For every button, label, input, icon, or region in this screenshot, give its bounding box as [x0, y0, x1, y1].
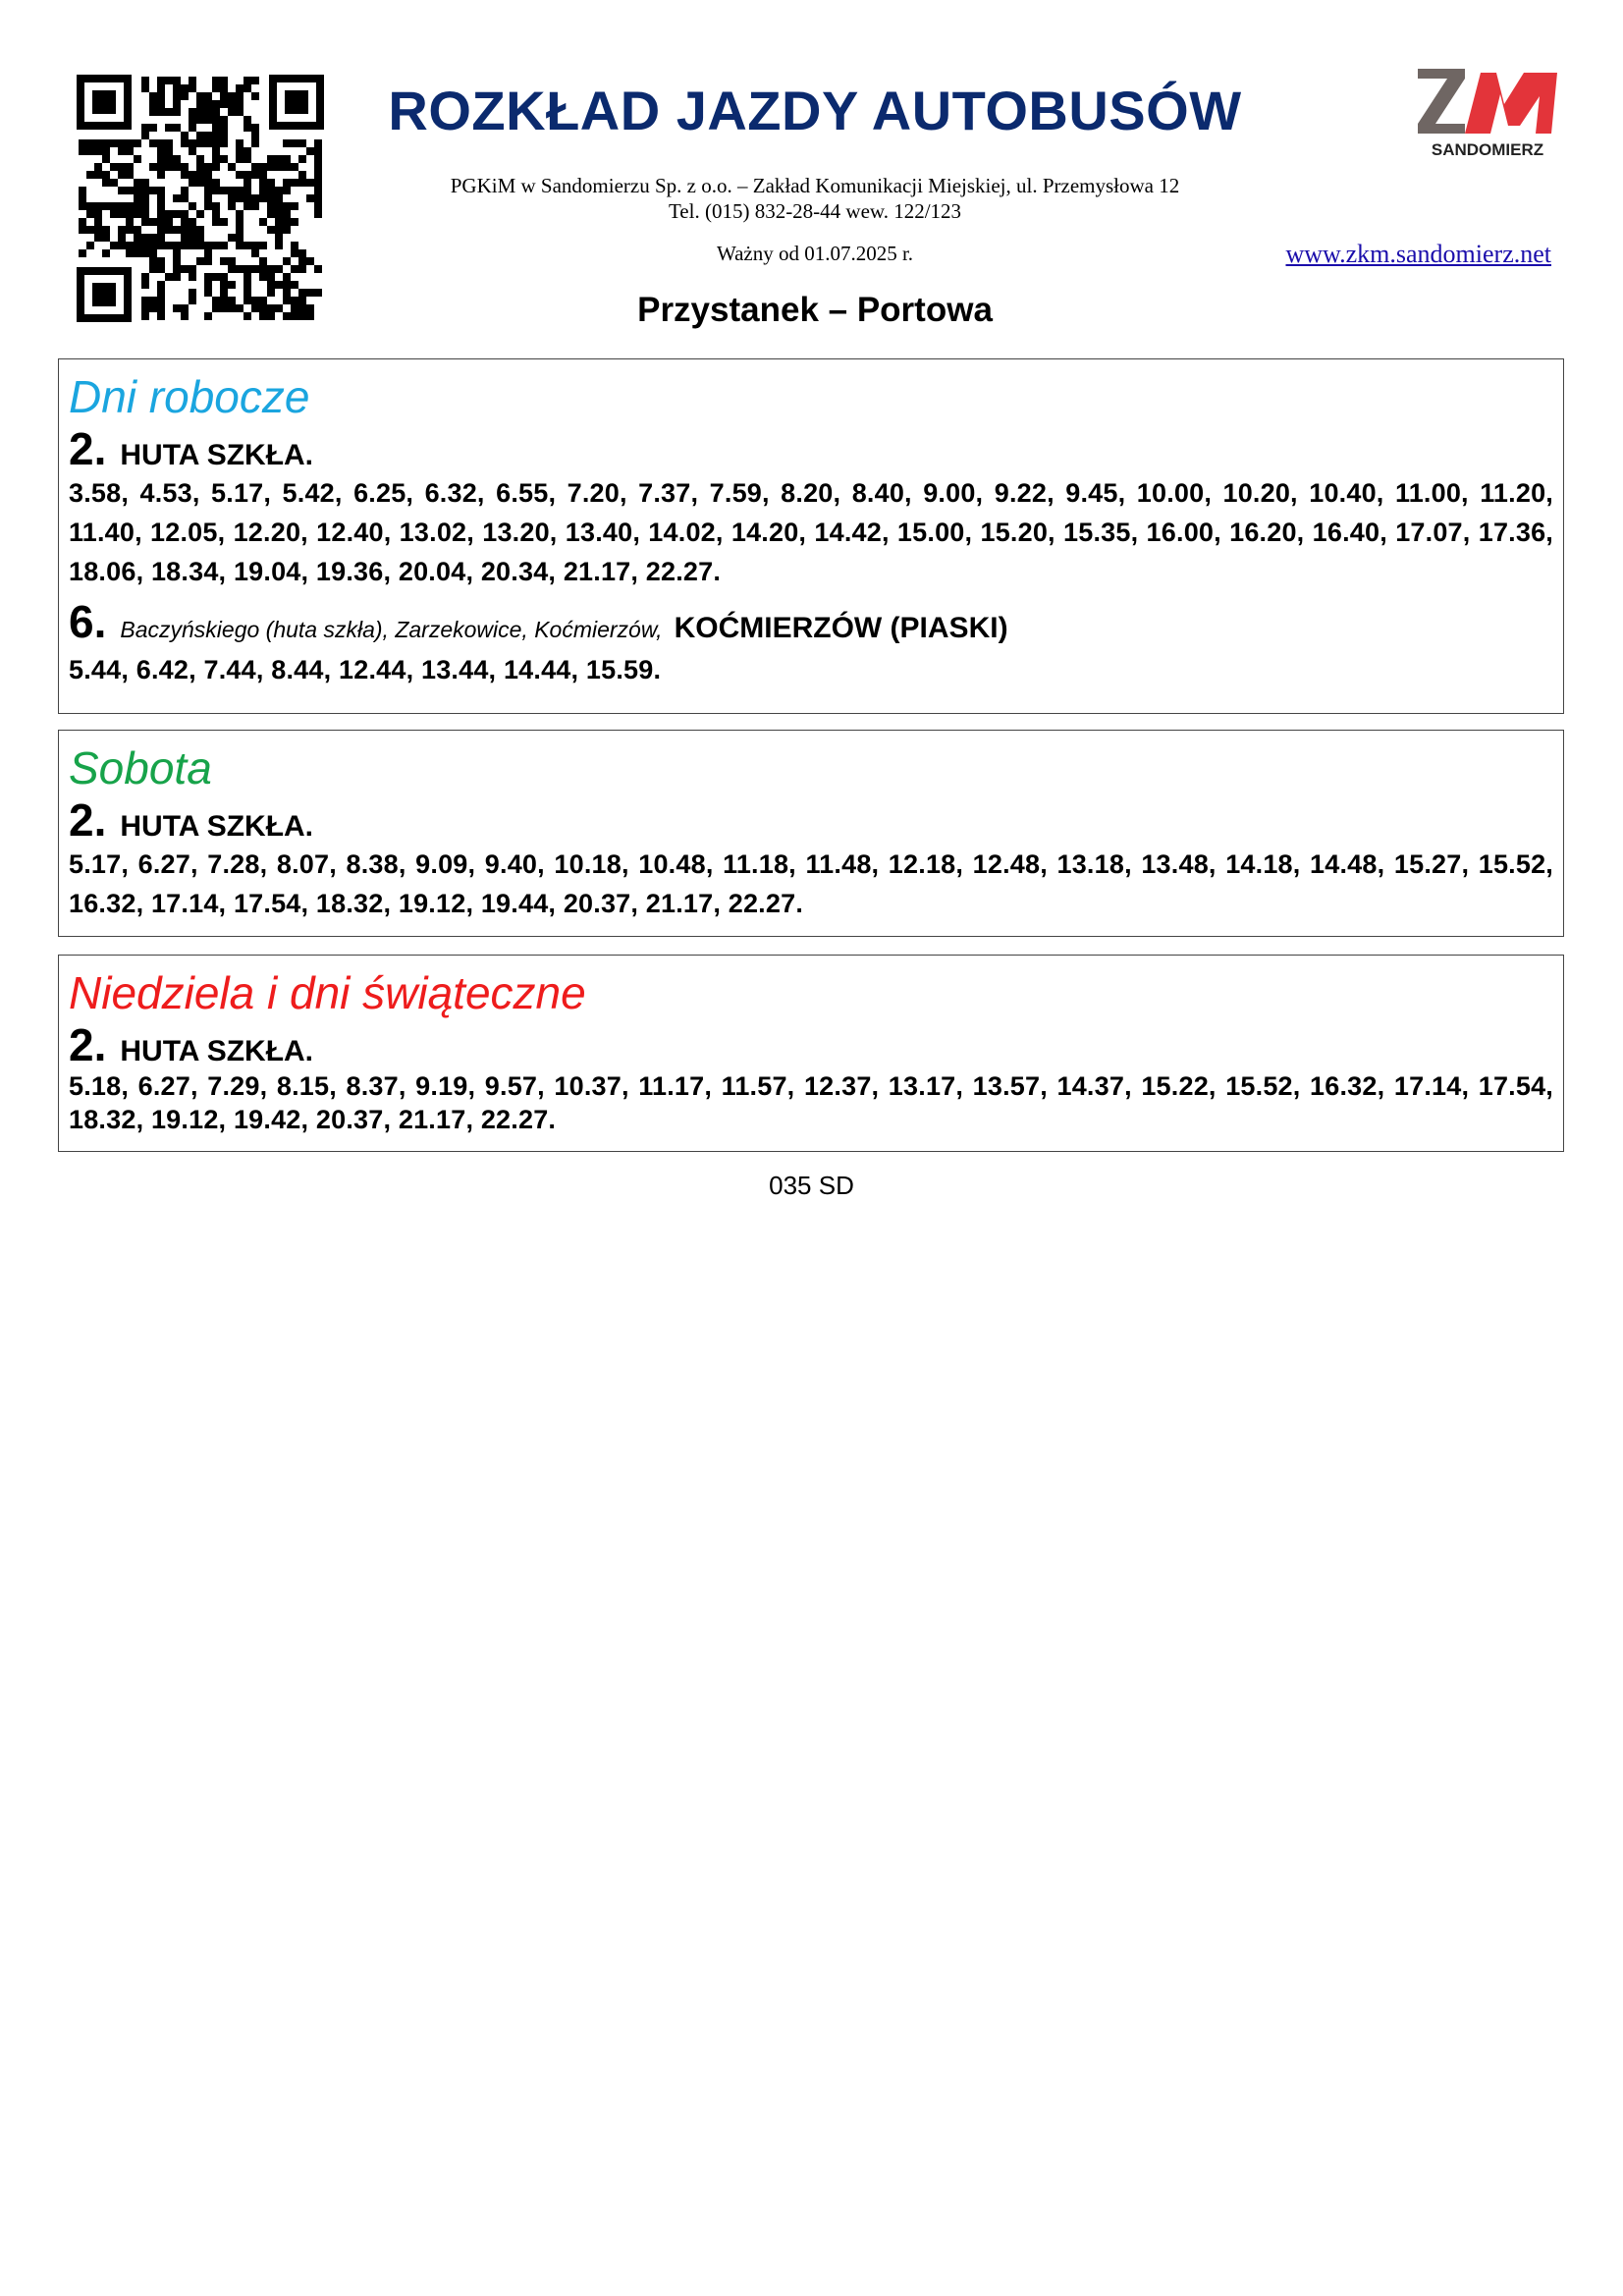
stop-name: Przystanek – Portowa: [637, 291, 993, 329]
route-2-times: 5.17, 6.27, 7.28, 8.07, 8.38, 9.09, 9.40, 10.18, 10.48, 11.18, 11.48, 12.18, 12.48, 13.18, 13.48, 14.18, 14.48, 15.27, 15.52, 16.32, 17.14, 17.54, 18.32, 19.12, 19.44, 20.37, 21.17, 22.27.: [69, 849, 1553, 918]
route-2-times: 3.58, 4.53, 5.17, 5.42, 6.25, 6.32, 6.55, 7.20, 7.37, 7.59, 8.20, 8.40, 9.00, 9.22, 9.45, 10.00, 10.20, 10.40, 11.00, 11.20, 11.40, 12.05, 12.20, 12.40, 13.02, 13.20, 13.40, 14.02, 14.20, 14.42, 15.00, 15.20, 15.35, 16.00, 16.20, 16.40, 17.07, 17.36, 18.06, 18.34, 19.04, 19.36, 20.04, 20.34, 21.17, 22.27.: [69, 478, 1553, 586]
route-2-times: 5.18, 6.27, 7.29, 8.15, 8.37, 9.19, 9.57, 10.37, 11.17, 11.57, 12.37, 13.17, 13.57, 14.37, 15.22, 15.52, 16.32, 17.14, 17.54, 18.32, 19.12, 19.42, 20.37, 21.17, 22.27.: [69, 1071, 1553, 1134]
page-title: ROZKŁAD JAZDY AUTOBUSÓW: [388, 80, 1242, 141]
section-sunday: [58, 955, 1564, 1152]
qr-code: [77, 75, 324, 322]
saturday-heading: Sobota: [69, 742, 212, 793]
sunday-heading: Niedziela i dni świąteczne: [69, 967, 586, 1018]
company-phone: Tel. (015) 832-28-44 wew. 122/123: [668, 199, 962, 223]
route-destination: HUTA SZKŁA.: [120, 439, 314, 471]
route-destination: HUTA SZKŁA.: [120, 1035, 314, 1067]
route-2-header: [69, 1020, 1553, 1069]
section-weekdays: [58, 358, 1564, 714]
company-address: PGKiM w Sandomierzu Sp. z o.o. – Zakład Komunikacji Miejskiej, ul. Przemysłowa 12: [450, 174, 1180, 197]
route-destination: KOĆMIERZÓW (PIASKI): [674, 612, 1008, 644]
logo-text: SANDOMIERZ: [1431, 140, 1544, 159]
website-link[interactable]: www.zkm.sandomierz.net: [1285, 240, 1551, 268]
timetable-code: 035 SD: [769, 1171, 854, 1200]
route-6-header: [69, 597, 1553, 646]
valid-from: Ważny od 01.07.2025 r.: [716, 242, 914, 265]
route-destination: HUTA SZKŁA.: [120, 810, 314, 843]
zkm-logo: [1414, 63, 1561, 161]
route-number: 2.: [69, 423, 107, 474]
route-number: 2.: [69, 794, 107, 846]
company-info: [324, 173, 1306, 224]
route-6-times: 5.44, 6.42, 7.44, 8.44, 12.44, 13.44, 14.44, 15.59.: [69, 655, 662, 684]
route-via: Baczyńskiego (huta szkła), Zarzekowice, Koćmierzów,: [120, 617, 663, 642]
route-number: 6.: [69, 596, 107, 647]
route-2-header: [69, 795, 1553, 845]
section-saturday: [58, 730, 1564, 937]
weekdays-heading: Dni robocze: [69, 371, 310, 422]
route-number: 2.: [69, 1019, 107, 1070]
route-2-header: [69, 424, 1553, 473]
